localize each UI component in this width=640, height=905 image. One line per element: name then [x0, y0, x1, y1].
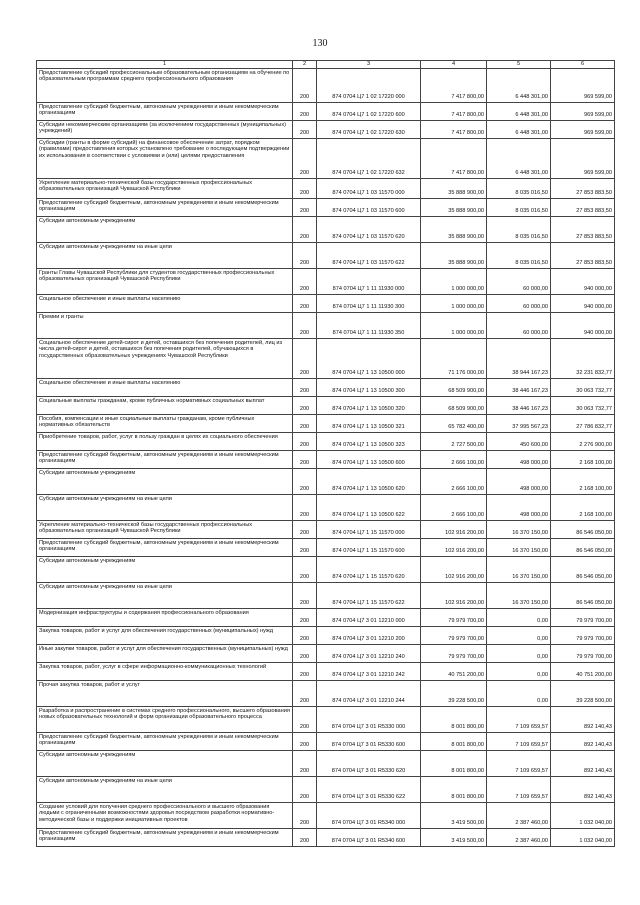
cell-v1: 35 888 900,00	[421, 198, 487, 216]
table-row	[37, 120, 615, 138]
table-row	[37, 802, 615, 828]
cell-code: 874 0704 Ц7 1 13 10500 300	[317, 378, 421, 396]
cell-grbs: 200	[293, 378, 317, 396]
cell-v3: 969 599,00	[551, 138, 615, 178]
table-row	[37, 338, 615, 378]
cell-grbs: 200	[293, 120, 317, 138]
table-row	[37, 468, 615, 494]
cell-v3: 86 546 050,00	[551, 582, 615, 608]
cell-grbs: 200	[293, 732, 317, 750]
table-row	[37, 680, 615, 706]
table-row	[37, 520, 615, 538]
cell-code: 874 0704 Ц7 3 01 12210 000	[317, 608, 421, 626]
cell-code: 874 0704 Ц7 1 15 11570 620	[317, 556, 421, 582]
budget-table	[36, 60, 615, 847]
cell-code: 874 0704 Ц7 3 01 12210 244	[317, 680, 421, 706]
cell-v1: 79 979 700,00	[421, 626, 487, 644]
cell-grbs: 200	[293, 538, 317, 556]
cell-grbs: 200	[293, 198, 317, 216]
cell-code: 874 0704 Ц7 1 02 17220 632	[317, 138, 421, 178]
cell-v1: 1 000 000,00	[421, 294, 487, 312]
page-number: 130	[312, 38, 328, 49]
cell-v1: 8 001 800,00	[421, 750, 487, 776]
cell-v3: 940 000,00	[551, 268, 615, 294]
cell-name: Субсидии автономным учреждениям	[37, 216, 293, 242]
cell-v2: 7 109 659,57	[487, 750, 551, 776]
cell-code: 874 0704 Ц7 1 03 11570 600	[317, 198, 421, 216]
cell-v1: 3 419 500,00	[421, 802, 487, 828]
cell-name: Предоставление субсидий профессиональным образовательным организациям на обучение по образовательным программам среднего профессионального образования	[37, 68, 293, 102]
cell-v2: 8 035 016,50	[487, 178, 551, 198]
cell-v2: 60 000,00	[487, 294, 551, 312]
column-header: 5	[487, 61, 551, 69]
cell-code: 874 0704 Ц7 1 13 10500 321	[317, 414, 421, 432]
cell-v2: 16 370 150,00	[487, 538, 551, 556]
cell-v2: 6 448 301,00	[487, 102, 551, 120]
cell-name: Субсидии автономным учреждениям на иные цели	[37, 582, 293, 608]
cell-grbs: 200	[293, 68, 317, 102]
cell-grbs: 200	[293, 582, 317, 608]
cell-name: Предоставление субсидий бюджетным, автономным учреждениям и иным некоммерческим организациям	[37, 198, 293, 216]
cell-grbs: 200	[293, 662, 317, 680]
cell-grbs: 200	[293, 828, 317, 846]
cell-v1: 65 782 400,00	[421, 414, 487, 432]
cell-v1: 35 888 900,00	[421, 216, 487, 242]
cell-v2: 2 387 460,00	[487, 828, 551, 846]
cell-name: Предоставление субсидий бюджетным, автономным учреждениям и иным некоммерческим организациям	[37, 538, 293, 556]
cell-name: Субсидии автономным учреждениям	[37, 468, 293, 494]
cell-grbs: 200	[293, 268, 317, 294]
table-row	[37, 706, 615, 732]
cell-name: Пособия, компенсации и иные социальные выплаты гражданам, кроме публичных нормативных обязательств	[37, 414, 293, 432]
cell-v1: 8 001 800,00	[421, 706, 487, 732]
cell-v2: 498 000,00	[487, 494, 551, 520]
cell-name: Прочая закупка товаров, работ и услуг	[37, 680, 293, 706]
cell-v3: 79 979 700,00	[551, 644, 615, 662]
column-header: 4	[421, 61, 487, 69]
cell-grbs: 200	[293, 468, 317, 494]
cell-name: Предоставление субсидий бюджетным, автономным учреждениям и иным некоммерческим организациям	[37, 828, 293, 846]
table-row	[37, 102, 615, 120]
cell-v2: 7 109 659,57	[487, 706, 551, 732]
cell-v3: 892 140,43	[551, 776, 615, 802]
cell-code: 874 0704 Ц7 3 01 R5330 000	[317, 706, 421, 732]
cell-grbs: 200	[293, 706, 317, 732]
cell-code: 874 0704 Ц7 1 11 11930 000	[317, 268, 421, 294]
cell-grbs: 200	[293, 680, 317, 706]
cell-v3: 27 853 883,50	[551, 178, 615, 198]
cell-v3: 892 140,43	[551, 706, 615, 732]
table-row	[37, 294, 615, 312]
table-row	[37, 450, 615, 468]
cell-name: Закупка товаров, работ, услуг в сфере информационно-коммуникационных технологий	[37, 662, 293, 680]
cell-v1: 7 417 800,00	[421, 138, 487, 178]
cell-name: Создание условий для получения среднего профессионального и высшего образования людьми с ограниченными возможностями здоровья посредством разработки нормативно-методической базы и поддержки инициативных проектов	[37, 802, 293, 828]
cell-code: 874 0704 Ц7 1 03 11570 622	[317, 242, 421, 268]
cell-grbs: 200	[293, 750, 317, 776]
cell-v1: 68 509 900,00	[421, 378, 487, 396]
cell-v1: 7 417 800,00	[421, 102, 487, 120]
cell-v2: 8 035 016,50	[487, 198, 551, 216]
table-row	[37, 312, 615, 338]
cell-grbs: 200	[293, 242, 317, 268]
cell-v2: 0,00	[487, 662, 551, 680]
cell-v2: 6 448 301,00	[487, 68, 551, 102]
cell-v3: 27 786 832,77	[551, 414, 615, 432]
table-header-row	[37, 61, 615, 69]
table-row	[37, 662, 615, 680]
cell-code: 874 0704 Ц7 1 13 10500 000	[317, 338, 421, 378]
cell-v3: 1 032 040,00	[551, 802, 615, 828]
table-row	[37, 198, 615, 216]
cell-name: Гранты Главы Чувашской Республики для студентов государственных профессиональных образовательных организаций Чувашской Республики	[37, 268, 293, 294]
cell-code: 874 0704 Ц7 1 15 11570 622	[317, 582, 421, 608]
table-row	[37, 178, 615, 198]
cell-code: 874 0704 Ц7 1 11 11930 300	[317, 294, 421, 312]
cell-v1: 2 666 100,00	[421, 494, 487, 520]
cell-v1: 7 417 800,00	[421, 68, 487, 102]
table-row	[37, 608, 615, 626]
cell-v3: 39 228 500,00	[551, 680, 615, 706]
cell-v3: 969 599,00	[551, 102, 615, 120]
cell-v1: 68 509 900,00	[421, 396, 487, 414]
cell-v3: 940 000,00	[551, 294, 615, 312]
cell-v2: 16 370 150,00	[487, 556, 551, 582]
table-row	[37, 378, 615, 396]
cell-v3: 86 546 050,00	[551, 556, 615, 582]
cell-grbs: 200	[293, 312, 317, 338]
cell-v3: 892 140,43	[551, 732, 615, 750]
table-row	[37, 268, 615, 294]
cell-code: 874 0704 Ц7 3 01 R5330 620	[317, 750, 421, 776]
cell-name: Субсидии некоммерческим организациям (за исключением государственных (муниципальных) учреждений)	[37, 120, 293, 138]
cell-code: 874 0704 Ц7 3 01 12210 242	[317, 662, 421, 680]
cell-v1: 79 979 700,00	[421, 608, 487, 626]
cell-v3: 2 168 100,00	[551, 468, 615, 494]
column-header: 2	[293, 61, 317, 69]
cell-grbs: 200	[293, 432, 317, 450]
cell-grbs: 200	[293, 178, 317, 198]
table-row	[37, 68, 615, 102]
table-row	[37, 432, 615, 450]
cell-name: Модернизация инфраструктуры и содержания профессионального образования	[37, 608, 293, 626]
cell-v2: 0,00	[487, 626, 551, 644]
cell-code: 874 0704 Ц7 1 11 11930 350	[317, 312, 421, 338]
cell-code: 874 0704 Ц7 1 02 17220 600	[317, 102, 421, 120]
cell-code: 874 0704 Ц7 1 13 10500 320	[317, 396, 421, 414]
table-row	[37, 750, 615, 776]
cell-v1: 2 666 100,00	[421, 468, 487, 494]
cell-v3: 2 276 900,00	[551, 432, 615, 450]
cell-name: Социальное обеспечение детей-сирот и детей, оставшихся без попечения родителей, лиц из числа детей-сирот и детей, оставшихся без попечения родителей, обучающихся в государственных образовательных учреждениях Чувашской Республики	[37, 338, 293, 378]
cell-name: Закупка товаров, работ и услуг для обеспечения государственных (муниципальных) нужд	[37, 626, 293, 644]
cell-grbs: 200	[293, 338, 317, 378]
cell-grbs: 200	[293, 644, 317, 662]
table-row	[37, 732, 615, 750]
cell-v3: 2 168 100,00	[551, 450, 615, 468]
cell-v1: 8 001 800,00	[421, 776, 487, 802]
cell-v2: 6 448 301,00	[487, 138, 551, 178]
table-row	[37, 414, 615, 432]
table-row	[37, 216, 615, 242]
cell-v2: 37 995 567,23	[487, 414, 551, 432]
cell-v2: 38 446 167,23	[487, 396, 551, 414]
cell-code: 874 0704 Ц7 1 13 10500 323	[317, 432, 421, 450]
cell-v3: 86 546 050,00	[551, 520, 615, 538]
cell-name: Премии и гранты	[37, 312, 293, 338]
table-row	[37, 138, 615, 178]
cell-v1: 8 001 800,00	[421, 732, 487, 750]
cell-v1: 79 979 700,00	[421, 644, 487, 662]
table-row	[37, 494, 615, 520]
cell-code: 874 0704 Ц7 1 13 10500 600	[317, 450, 421, 468]
cell-v1: 2 727 500,00	[421, 432, 487, 450]
table-body	[37, 68, 615, 846]
cell-code: 874 0704 Ц7 1 02 17220 000	[317, 68, 421, 102]
cell-v1: 35 888 900,00	[421, 242, 487, 268]
cell-grbs: 200	[293, 802, 317, 828]
cell-grbs: 200	[293, 294, 317, 312]
cell-v2: 2 387 460,00	[487, 802, 551, 828]
cell-name: Субсидии автономным учреждениям на иные цели	[37, 494, 293, 520]
cell-v2: 6 448 301,00	[487, 120, 551, 138]
cell-v1: 7 417 800,00	[421, 120, 487, 138]
cell-v2: 7 109 659,57	[487, 732, 551, 750]
cell-name: Субсидии автономным учреждениям на иные цели	[37, 242, 293, 268]
cell-v1: 3 419 500,00	[421, 828, 487, 846]
cell-code: 874 0704 Ц7 3 01 12210 240	[317, 644, 421, 662]
cell-v2: 450 600,00	[487, 432, 551, 450]
table-row	[37, 556, 615, 582]
cell-v3: 30 063 732,77	[551, 378, 615, 396]
cell-grbs: 200	[293, 608, 317, 626]
cell-grbs: 200	[293, 450, 317, 468]
cell-name: Укрепление материально-технической базы государственных профессиональных образовательных организаций Чувашской Республики	[37, 520, 293, 538]
cell-v2: 60 000,00	[487, 268, 551, 294]
cell-grbs: 200	[293, 494, 317, 520]
cell-grbs: 200	[293, 626, 317, 644]
cell-v1: 39 228 500,00	[421, 680, 487, 706]
column-header: 6	[551, 61, 615, 69]
cell-name: Социальные выплаты гражданам, кроме публичных нормативных социальных выплат	[37, 396, 293, 414]
cell-v3: 32 231 832,77	[551, 338, 615, 378]
cell-v3: 40 751 200,00	[551, 662, 615, 680]
cell-v1: 1 000 000,00	[421, 312, 487, 338]
table-row	[37, 776, 615, 802]
cell-v1: 2 666 100,00	[421, 450, 487, 468]
cell-name: Социальное обеспечение и иные выплаты населению	[37, 294, 293, 312]
cell-v2: 16 370 150,00	[487, 520, 551, 538]
cell-v2: 0,00	[487, 644, 551, 662]
cell-code: 874 0704 Ц7 3 01 12210 200	[317, 626, 421, 644]
cell-v3: 79 979 700,00	[551, 608, 615, 626]
cell-v1: 1 000 000,00	[421, 268, 487, 294]
cell-v2: 498 000,00	[487, 468, 551, 494]
cell-v1: 102 916 200,00	[421, 538, 487, 556]
cell-name: Приобретение товаров, работ, услуг в пользу граждан в целях их социального обеспечения	[37, 432, 293, 450]
cell-v2: 16 370 150,00	[487, 582, 551, 608]
cell-v2: 0,00	[487, 680, 551, 706]
cell-v3: 79 979 700,00	[551, 626, 615, 644]
cell-name: Предоставление субсидий бюджетным, автономным учреждениям и иным некоммерческим организациям	[37, 450, 293, 468]
table-row	[37, 538, 615, 556]
cell-code: 874 0704 Ц7 1 03 11570 000	[317, 178, 421, 198]
cell-v1: 102 916 200,00	[421, 556, 487, 582]
table-row	[37, 644, 615, 662]
cell-v3: 969 599,00	[551, 68, 615, 102]
cell-v2: 0,00	[487, 608, 551, 626]
cell-v2: 38 944 167,23	[487, 338, 551, 378]
cell-v1: 35 888 900,00	[421, 178, 487, 198]
cell-grbs: 200	[293, 216, 317, 242]
table-row	[37, 582, 615, 608]
cell-v3: 27 853 883,50	[551, 216, 615, 242]
cell-name: Иные закупки товаров, работ и услуг для обеспечения государственных (муниципальных) нужд	[37, 644, 293, 662]
cell-v2: 8 035 016,50	[487, 242, 551, 268]
cell-code: 874 0704 Ц7 1 02 17220 630	[317, 120, 421, 138]
cell-v3: 27 853 883,50	[551, 198, 615, 216]
cell-v2: 38 446 167,23	[487, 378, 551, 396]
cell-grbs: 200	[293, 556, 317, 582]
cell-v3: 30 063 732,77	[551, 396, 615, 414]
cell-v2: 8 035 016,50	[487, 216, 551, 242]
cell-code: 874 0704 Ц7 3 01 R5330 600	[317, 732, 421, 750]
cell-name: Субсидии автономным учреждениям	[37, 750, 293, 776]
cell-grbs: 200	[293, 414, 317, 432]
cell-v1: 102 916 200,00	[421, 520, 487, 538]
cell-code: 874 0704 Ц7 1 03 11570 620	[317, 216, 421, 242]
cell-name: Субсидии автономным учреждениям на иные цели	[37, 776, 293, 802]
cell-v3: 892 140,43	[551, 750, 615, 776]
cell-v1: 40 751 200,00	[421, 662, 487, 680]
column-header: 3	[317, 61, 421, 69]
cell-v3: 940 000,00	[551, 312, 615, 338]
cell-code: 874 0704 Ц7 1 15 11570 600	[317, 538, 421, 556]
table-row	[37, 828, 615, 846]
cell-v2: 60 000,00	[487, 312, 551, 338]
cell-grbs: 200	[293, 138, 317, 178]
cell-v3: 27 853 883,50	[551, 242, 615, 268]
column-header: 1	[37, 61, 293, 69]
table-row	[37, 242, 615, 268]
cell-grbs: 200	[293, 102, 317, 120]
cell-v2: 7 109 659,57	[487, 776, 551, 802]
cell-code: 874 0704 Ц7 1 13 10500 620	[317, 468, 421, 494]
cell-name: Укрепление материально-технической базы государственных профессиональных образовательных организаций Чувашской Республики	[37, 178, 293, 198]
cell-name: Субсидии автономным учреждениям	[37, 556, 293, 582]
cell-name: Социальное обеспечение и иные выплаты населению	[37, 378, 293, 396]
cell-v1: 102 916 200,00	[421, 582, 487, 608]
cell-code: 874 0704 Ц7 1 15 11570 000	[317, 520, 421, 538]
cell-grbs: 200	[293, 776, 317, 802]
cell-name: Субсидии (гранты в форме субсидий) на финансовое обеспечение затрат, порядком (правилами) предоставления которых установлено требование о последующем подтверждении их использования в соответствии с условиями и (или) целями предоставления	[37, 138, 293, 178]
cell-code: 874 0704 Ц7 1 13 10500 622	[317, 494, 421, 520]
cell-v3: 1 032 040,00	[551, 828, 615, 846]
cell-v2: 498 000,00	[487, 450, 551, 468]
cell-v3: 2 168 100,00	[551, 494, 615, 520]
cell-name: Разработка и распространение в системах среднего профессионального, высшего образования новых образовательных технологий и форм организации образовательного процесса	[37, 706, 293, 732]
table-row	[37, 396, 615, 414]
cell-grbs: 200	[293, 520, 317, 538]
cell-v3: 969 599,00	[551, 120, 615, 138]
cell-code: 874 0704 Ц7 3 01 R5340 000	[317, 802, 421, 828]
cell-code: 874 0704 Ц7 3 01 R5340 600	[317, 828, 421, 846]
cell-v1: 71 176 000,00	[421, 338, 487, 378]
cell-code: 874 0704 Ц7 3 01 R5330 622	[317, 776, 421, 802]
cell-name: Предоставление субсидий бюджетным, автономным учреждениям и иным некоммерческим организациям	[37, 732, 293, 750]
table-row	[37, 626, 615, 644]
cell-name: Предоставление субсидий бюджетным, автономным учреждениям и иным некоммерческим организациям	[37, 102, 293, 120]
cell-grbs: 200	[293, 396, 317, 414]
cell-v3: 86 546 050,00	[551, 538, 615, 556]
